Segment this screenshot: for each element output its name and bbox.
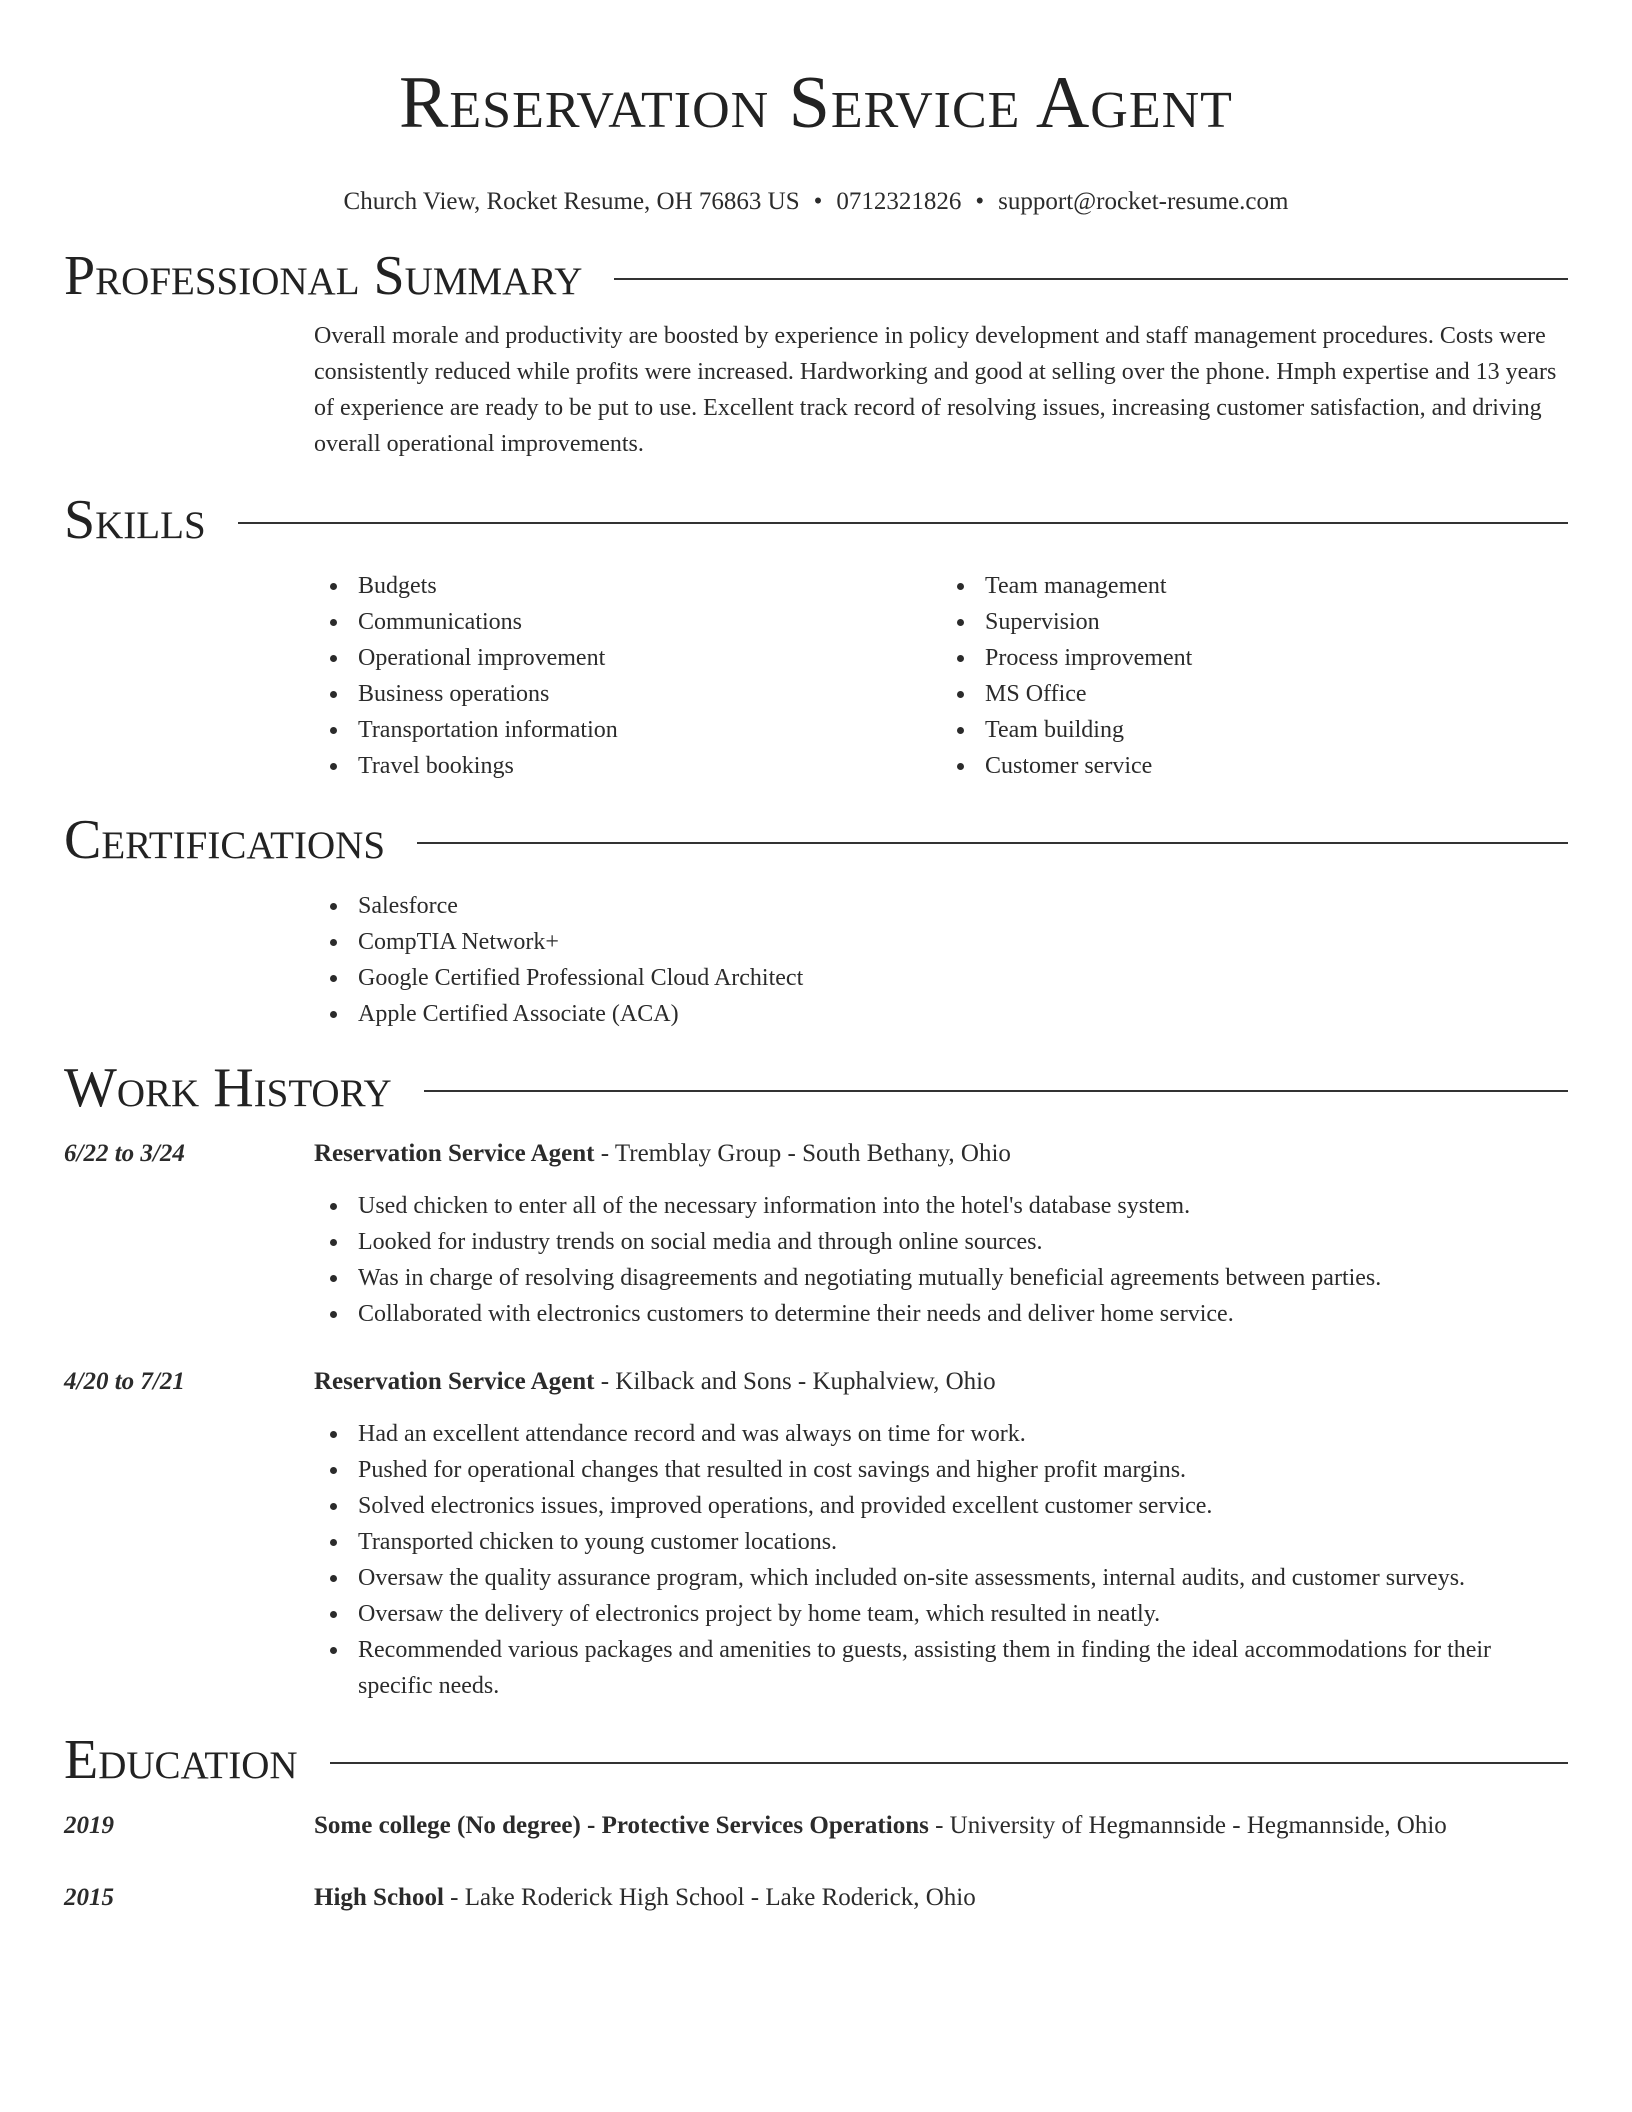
job-duty: Collaborated with electronics customers to determine their needs and deliver home service.: [358, 1296, 1568, 1332]
skill-item: Team building: [985, 712, 1568, 748]
education-degree: Some college (No degree) - Protective Services Operations: [314, 1812, 929, 1839]
job-role: Reservation Service Agent: [314, 1368, 595, 1395]
skill-item: Customer service: [985, 748, 1568, 784]
job-role: Reservation Service Agent: [314, 1140, 595, 1167]
job-duty: Used chicken to enter all of the necessary information into the hotel's database system.: [358, 1188, 1568, 1224]
job-duty: Transported chicken to young customer locations.: [358, 1524, 1568, 1560]
certifications-section: [64, 810, 1568, 1032]
section-divider: [417, 842, 1568, 844]
education-heading: [64, 1730, 1568, 1790]
job-dates: 4/20 to 7/21: [64, 1368, 185, 1395]
education-year: 2019: [64, 1812, 114, 1839]
skills-list-left: [314, 568, 941, 784]
section-title: Work History: [64, 1057, 392, 1119]
job-duties: [64, 1416, 1568, 1704]
job-duty: Pushed for operational changes that resulted in cost savings and higher profit margins.: [358, 1452, 1568, 1488]
certification-item: Apple Certified Associate (ACA): [358, 996, 1568, 1032]
skills-heading: [64, 490, 1568, 550]
job-title-line: [314, 1364, 1568, 1400]
certifications-list: [314, 888, 1568, 1032]
skill-item: Travel bookings: [358, 748, 941, 784]
job-duty: Had an excellent attendance record and was always on time for work.: [358, 1416, 1568, 1452]
job-entry: [64, 1364, 1568, 1704]
education-detail: [314, 1808, 1568, 1844]
certification-item: CompTIA Network+: [358, 924, 1568, 960]
certifications-body: [64, 888, 1568, 1032]
skill-item: Supervision: [985, 604, 1568, 640]
skill-item: Operational improvement: [358, 640, 941, 676]
contact-line: [64, 186, 1568, 218]
contact-phone: 0712321826: [836, 188, 962, 215]
work-history-section: [64, 1058, 1568, 1704]
job-duties: [64, 1188, 1568, 1332]
certifications-heading: [64, 810, 1568, 870]
section-title: Skills: [64, 489, 206, 551]
skill-item: Communications: [358, 604, 941, 640]
education-year: 2015: [64, 1884, 114, 1911]
job-duty: Oversaw the quality assurance program, which included on-site assessments, internal audits, and customer surveys.: [358, 1560, 1568, 1596]
skills-body: [64, 568, 1568, 784]
job-header: [64, 1364, 1568, 1400]
skill-item: Business operations: [358, 676, 941, 712]
job-duty: Oversaw the delivery of electronics project by home team, which resulted in neatly.: [358, 1596, 1568, 1632]
skills-section: [64, 490, 1568, 784]
education-entry: [64, 1880, 1568, 1916]
job-employer: - Tremblay Group - South Bethany, Ohio: [594, 1140, 1011, 1167]
job-duty: Solved electronics issues, improved operations, and provided excellent customer service.: [358, 1488, 1568, 1524]
contact-address: Church View, Rocket Resume, OH 76863 US: [343, 188, 800, 215]
job-dates: 6/22 to 3/24: [64, 1140, 185, 1167]
education-entry: [64, 1808, 1568, 1844]
skill-item: Budgets: [358, 568, 941, 604]
work-history-heading: [64, 1058, 1568, 1118]
contact-separator: •: [813, 188, 823, 215]
job-duties-list: [314, 1416, 1568, 1704]
certification-item: Salesforce: [358, 888, 1568, 924]
job-duty: Was in charge of resolving disagreements and negotiating mutually beneficial agreements between parties.: [358, 1260, 1568, 1296]
skill-item: Process improvement: [985, 640, 1568, 676]
section-divider: [238, 522, 1568, 524]
job-employer: - Kilback and Sons - Kuphalview, Ohio: [594, 1368, 996, 1395]
skills-list-right: [941, 568, 1568, 784]
job-duty: Looked for industry trends on social media and through online sources.: [358, 1224, 1568, 1260]
skill-item: MS Office: [985, 676, 1568, 712]
skill-item: Team management: [985, 568, 1568, 604]
skill-item: Transportation information: [358, 712, 941, 748]
summary-section: [64, 246, 1568, 462]
job-duties-list: [314, 1188, 1568, 1332]
summary-heading: [64, 246, 1568, 306]
section-title: Professional Summary: [64, 245, 583, 307]
section-divider: [614, 278, 1568, 280]
section-divider: [424, 1090, 1568, 1092]
education-detail: [314, 1880, 1568, 1916]
education-school: - University of Hegmannside - Hegmannside, Ohio: [928, 1812, 1447, 1839]
section-divider: [330, 1762, 1568, 1764]
job-title-line: [314, 1136, 1568, 1172]
job-header: [64, 1136, 1568, 1172]
summary-body: [64, 318, 1568, 462]
resume-name: Reservation Service Agent: [399, 62, 1233, 144]
summary-text: Overall morale and productivity are boosted by experience in policy development and staff management procedures. Costs were consistently reduced while profits were increased. Hardworking and good at selling over the phone. Hmph expertise and 13 years of experience are ready to be put to use. Excellent track record of resolving issues, increasing customer satisfaction, and driving overall operational improvements.: [314, 323, 1557, 457]
job-entry: [64, 1136, 1568, 1332]
contact-separator: •: [975, 188, 985, 215]
education-section: [64, 1730, 1568, 1916]
certification-item: Google Certified Professional Cloud Architect: [358, 960, 1568, 996]
contact-email: support@rocket-resume.com: [998, 188, 1289, 215]
section-title: Education: [64, 1729, 298, 1791]
job-duty: Recommended various packages and amenities to guests, assisting them in finding the ideal accommodations for their specific needs.: [358, 1632, 1568, 1704]
education-degree: High School: [314, 1884, 444, 1911]
education-school: - Lake Roderick High School - Lake Roderick, Ohio: [443, 1884, 976, 1911]
section-title: Certifications: [64, 809, 386, 871]
